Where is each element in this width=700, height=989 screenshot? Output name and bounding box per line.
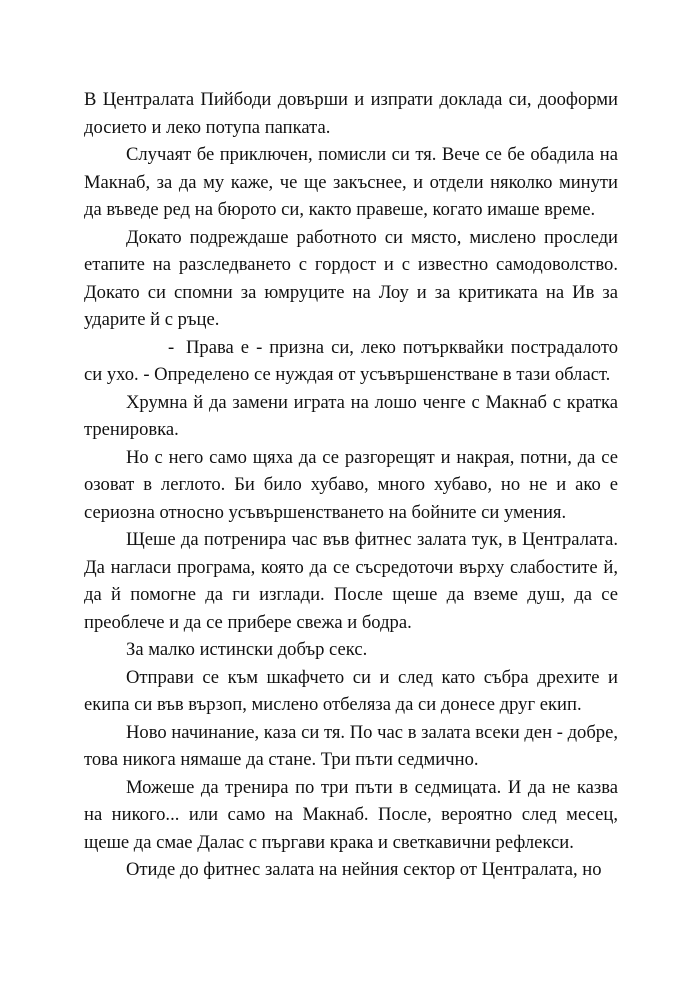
paragraph-6: Но с него само щяха да се разгорещят и накрая, потни, да се озоват в леглото. Би било хубаво, много хубаво, но не и ако е сериозна относно усъвършенстването на бойните си умения.	[84, 446, 618, 523]
paragraph-8: За малко истински добър секс.	[126, 639, 368, 660]
page-text	[84, 86, 618, 884]
paragraph-1: В Централата Пийбоди довърши и изпрати доклада си, дооформи досието и леко потупа папката.	[84, 89, 618, 138]
paragraph-10: Ново начинание, каза си тя. По час в залата всеки ден - добре, това никога нямаше да стане. Три пъти седмично.	[84, 721, 618, 770]
paragraph-3: Докато подреждаше работното си място, мислено проследи етапите на разследването с гордост и с известно самодоволство. Докато си спомни за юмруците на Лоу и за критиката на Ив за ударите й с ръце.	[84, 226, 618, 330]
dialogue-dash: -	[168, 336, 175, 358]
paragraph-11: Можеше да тренира по три пъти в седмицата. И да не казва на никого... или само на Макнаб. После, вероятно след месец, щеше да смае Далас с пъргави крака и светкавични рефлекси.	[84, 776, 618, 853]
paragraph-7: Щеше да потренира час във фитнес залата тук, в Централата. Да нагласи програма, която да се съсредоточи върху слабостите й, да й помогне да ги изглади. После щеше да вземе душ, да се преоблече и да се прибере свежа и бодра.	[84, 529, 618, 633]
dialogue-paragraph	[84, 334, 618, 389]
dialogue-text: Права е - призна си, леко потърквайки пострадалото си ухо. - Определено се нуждая от усъвършенстване в тази област.	[84, 336, 618, 385]
paragraph-5: Хрумна й да замени играта на лошо ченге с Макнаб с кратка тренировка.	[84, 391, 618, 440]
paragraph-12: Отиде до фитнес залата на нейния сектор от Централата, но	[126, 859, 602, 880]
paragraph-2: Случаят бе приключен, помисли си тя. Вече се бе обадила на Макнаб, за да му каже, че ще закъснее, и отдели няколко минути да въведе ред на бюрото си, както правеше, когато имаше време.	[84, 144, 618, 220]
paragraph-9: Отправи се към шкафчето си и след като събра дрехите и екипа си във вързоп, мислено отбеляза да си донесе друг екип.	[84, 666, 618, 715]
